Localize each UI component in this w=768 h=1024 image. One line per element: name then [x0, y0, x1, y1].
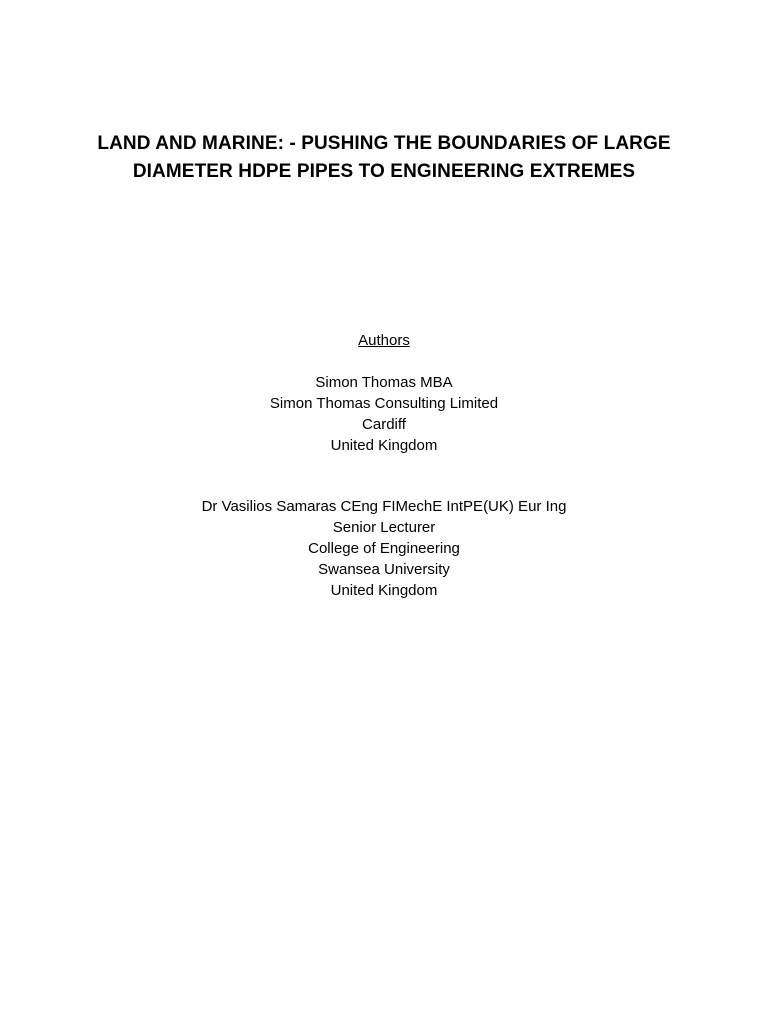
author-1-city: Cardiff	[362, 416, 406, 433]
author-2-institution: Swansea University	[318, 561, 450, 578]
author-1-name: Simon Thomas MBA	[315, 374, 453, 391]
title-line-2: DIAMETER HDPE PIPES TO ENGINEERING EXTREMES	[132, 161, 636, 182]
author-2-department: College of Engineering	[308, 540, 460, 557]
author-2-name: Dr Vasilios Samaras CEng FIMechE IntPE(UK) Eur Ing	[201, 498, 567, 515]
author-2-country: United Kingdom	[330, 582, 438, 599]
author-1-country: United Kingdom	[330, 437, 438, 454]
author-block-1	[0, 372, 768, 456]
title-line-1: LAND AND MARINE: - PUSHING THE BOUNDARIES OF LARGE	[97, 133, 671, 154]
authors-heading-text: Authors	[358, 332, 410, 349]
author-2-position: Senior Lecturer	[332, 519, 436, 536]
author-1-organization: Simon Thomas Consulting Limited	[269, 395, 499, 412]
authors-heading	[0, 331, 768, 351]
document-title	[0, 130, 768, 186]
author-block-2	[0, 496, 768, 601]
